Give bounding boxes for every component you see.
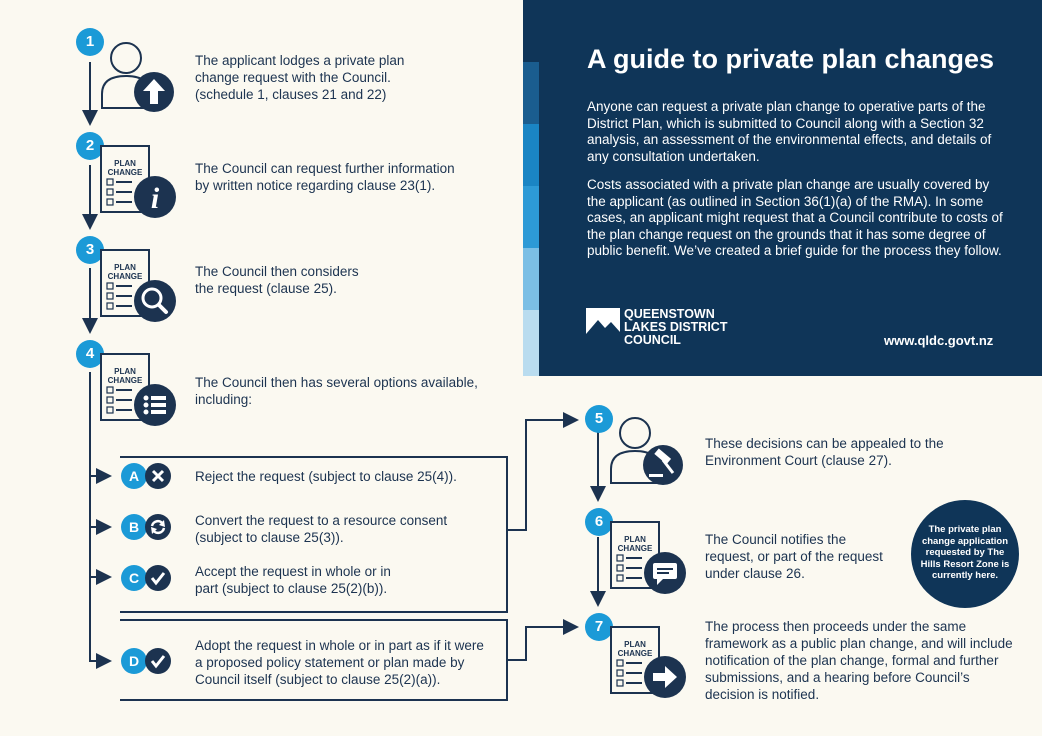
cross-icon bbox=[145, 463, 171, 489]
document-label: PLAN CHANGE bbox=[107, 159, 143, 177]
svg-text:i: i bbox=[150, 182, 160, 215]
list-icon bbox=[134, 384, 176, 426]
step-3-number: 3 bbox=[76, 236, 104, 264]
person-upload-icon bbox=[98, 38, 180, 112]
step-3-text: The Council then considers the request (clause 25). bbox=[195, 264, 359, 296]
document-label: PLAN CHANGE bbox=[617, 640, 653, 658]
gavel-icon bbox=[607, 413, 689, 487]
step-6-text: The Council notifies the request, or part of the request under clause 26. bbox=[705, 532, 883, 581]
page-title: A guide to private plan changes bbox=[587, 44, 995, 74]
refresh-icon bbox=[145, 514, 171, 540]
step-1-text: The applicant lodges a private plan change request with the Council. (schedule 1, clauses 21 and 22) bbox=[195, 53, 405, 102]
step-4-number: 4 bbox=[76, 340, 104, 368]
check-icon bbox=[145, 565, 171, 591]
step-2-number: 2 bbox=[76, 132, 104, 160]
option-b-text: Convert the request to a resource consent (subject to clause 25(3)). bbox=[195, 513, 448, 545]
magnifier-icon bbox=[134, 280, 176, 322]
website-link[interactable]: www.qldc.govt.nz bbox=[884, 333, 994, 348]
council-logo-text: QUEENSTOWN LAKES DISTRICT COUNCIL bbox=[624, 307, 728, 347]
step-4-text: The Council then has several options available, including: bbox=[195, 375, 478, 407]
step-5-number: 5 bbox=[585, 405, 613, 433]
costs-paragraph: Costs associated with a private plan change are usually covered by the applicant (as outlined in Section 36(1)(a) of the RMA). In some cases, an applicant might request that a Council contribute to costs of the plan change request on the grounds that it has some degree of public benefit. We’ve created a brief guide for the process they follow. bbox=[587, 177, 1003, 258]
step-5-text: These decisions can be appealed to the Environment Court (clause 27). bbox=[705, 436, 944, 468]
option-c-text: Accept the request in whole or in part (subject to clause 25(2)(b)). bbox=[195, 564, 391, 596]
option-b-letter: B bbox=[121, 514, 147, 540]
current-stage-callout: The private plan change application requested by The Hills Resort Zone is currently here. bbox=[911, 500, 1019, 608]
info-icon bbox=[134, 176, 176, 218]
document-label: PLAN CHANGE bbox=[617, 535, 653, 553]
option-d-letter: D bbox=[121, 648, 147, 674]
intro-paragraph: Anyone can request a private plan change to operative parts of the District Plan, which is submitted to Council along with a Section 32 analysis, an assessment of the environmental effects, and details of any consultation undertaken. bbox=[587, 99, 992, 164]
arrow-right-icon bbox=[644, 656, 686, 698]
option-d-text: Adopt the request in whole or in part as if it were a proposed policy statement or plan made by Council itself (subject to clause 25(2)(a)). bbox=[195, 638, 484, 687]
step-7-text: The process then proceeds under the same framework as a public plan change, and will include notification of the plan change, formal and further submissions, and a hearing before Council’s decision is notified. bbox=[705, 619, 1013, 702]
check-icon bbox=[145, 648, 171, 674]
step-1-number: 1 bbox=[76, 28, 104, 56]
option-a-letter: A bbox=[121, 463, 147, 489]
speech-icon bbox=[644, 552, 686, 594]
document-label: PLAN CHANGE bbox=[107, 367, 143, 385]
step-7-number: 7 bbox=[585, 613, 613, 641]
option-c-letter: C bbox=[121, 565, 147, 591]
step-6-number: 6 bbox=[585, 508, 613, 536]
option-a-text: Reject the request (subject to clause 25(4)). bbox=[195, 469, 457, 484]
document-label: PLAN CHANGE bbox=[107, 263, 143, 281]
step-2-text: The Council can request further information by written notice regarding clause 23(1). bbox=[195, 161, 455, 193]
